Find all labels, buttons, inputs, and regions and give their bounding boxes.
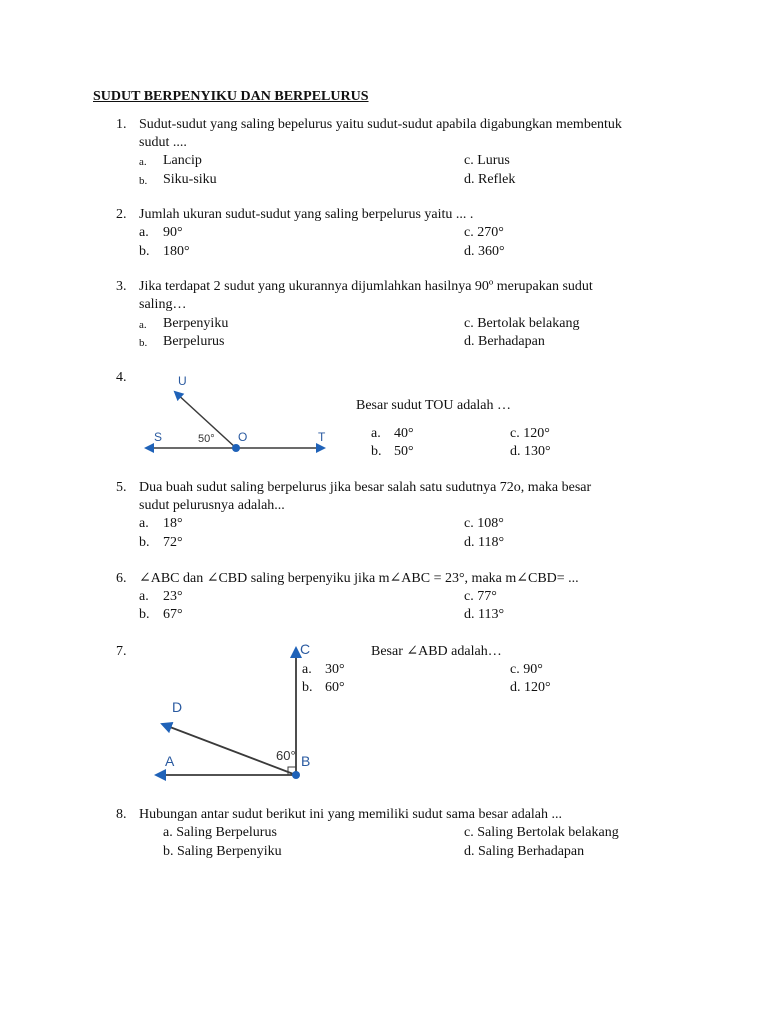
- option-a-letter: a.: [139, 225, 149, 240]
- option-c: c. 90°: [510, 662, 543, 677]
- option-b-letter: b.: [139, 175, 148, 187]
- option-c: c. Saling Bertolak belakang: [464, 825, 619, 840]
- option-a: Lancip: [163, 153, 202, 168]
- option-a: Berpenyiku: [163, 316, 229, 331]
- question-number: 3.: [116, 279, 127, 294]
- option-d: d. Berhadapan: [464, 334, 545, 349]
- question-number: 4.: [116, 370, 127, 385]
- vertex-b: [292, 771, 300, 779]
- option-b-letter: b.: [371, 444, 382, 459]
- question-text-cont: saling…: [139, 297, 187, 312]
- angle-label: 60°: [276, 748, 296, 763]
- option-b: 72°: [163, 535, 183, 550]
- option-a-letter: a.: [371, 426, 381, 441]
- option-c: c. Bertolak belakang: [464, 316, 580, 331]
- question-text: Jumlah ukuran sudut-sudut yang saling berpelurus yaitu ... .: [139, 207, 474, 222]
- label-b: B: [301, 753, 311, 769]
- option-d: d. 360°: [464, 244, 505, 259]
- question-text: Hubungan antar sudut berikut ini yang memiliki sudut sama besar adalah ...: [139, 807, 563, 822]
- option-b: Siku-siku: [163, 172, 217, 187]
- option-b: 67°: [163, 607, 183, 622]
- option-d: d. 118°: [464, 535, 505, 550]
- angle-figure-tou: [140, 372, 340, 462]
- question-number: 7.: [116, 644, 127, 659]
- option-c: c. 270°: [464, 225, 504, 240]
- question-text-cont: sudut ....: [139, 135, 187, 150]
- question-number: 8.: [116, 807, 127, 822]
- option-a: 18°: [163, 516, 183, 531]
- option-d: d. 113°: [464, 607, 505, 622]
- question-number: 2.: [116, 207, 127, 222]
- question-text: Besar ∠ABD adalah…: [371, 644, 502, 659]
- page-title: SUDUT BERPENYIKU DAN BERPELURUS: [93, 89, 369, 104]
- option-b: 60°: [325, 680, 345, 695]
- label-s: S: [154, 430, 163, 444]
- label-a: A: [165, 753, 175, 769]
- option-a-letter: a.: [139, 319, 147, 331]
- vertex-o: [232, 444, 240, 452]
- option-d: d. 130°: [510, 444, 551, 459]
- label-o: O: [238, 430, 248, 444]
- option-c: c. Lurus: [464, 153, 510, 168]
- question-text-cont: sudut pelurusnya adalah...: [139, 498, 285, 513]
- option-a-letter: a.: [139, 589, 149, 604]
- option-b-letter: b.: [139, 535, 150, 550]
- question-text: Jika terdapat 2 sudut yang ukurannya dijumlahkan hasilnya 90º merupakan sudut: [139, 279, 593, 294]
- label-t: T: [318, 430, 326, 444]
- option-b: 50°: [394, 444, 414, 459]
- option-c: c. 108°: [464, 516, 504, 531]
- option-a: 40°: [394, 426, 414, 441]
- question-number: 1.: [116, 117, 127, 132]
- question-text: Dua buah sudut saling berpelurus jika besar salah satu sudutnya 72o, maka besar: [139, 480, 592, 495]
- label-c: C: [300, 641, 311, 657]
- option-c: c. 77°: [464, 589, 497, 604]
- label-u: U: [178, 374, 187, 388]
- option-d: d. 120°: [510, 680, 551, 695]
- option-d: d. Reflek: [464, 172, 516, 187]
- option-a: 23°: [163, 589, 183, 604]
- option-a: a. Saling Berpelurus: [163, 825, 277, 840]
- label-d: D: [172, 699, 183, 715]
- question-number: 5.: [116, 480, 127, 495]
- option-b-letter: b.: [139, 337, 148, 349]
- question-number: 6.: [116, 571, 127, 586]
- option-a-letter: a.: [302, 662, 312, 677]
- option-b-letter: b.: [302, 680, 313, 695]
- question-text: Besar sudut TOU adalah …: [356, 398, 512, 413]
- angle-label: 50°: [198, 433, 215, 445]
- question-text: ∠ABC dan ∠CBD saling berpenyiku jika m∠ABC = 23°, maka m∠CBD= ...: [139, 571, 579, 586]
- option-d: d. Saling Berhadapan: [464, 844, 585, 859]
- option-b-letter: b.: [139, 607, 150, 622]
- option-c: c. 120°: [510, 426, 550, 441]
- option-a: 30°: [325, 662, 345, 677]
- option-a-letter: a.: [139, 516, 149, 531]
- option-b-letter: b.: [139, 244, 150, 259]
- option-a-letter: a.: [139, 156, 147, 168]
- option-b: Berpelurus: [163, 334, 225, 349]
- option-b: 180°: [163, 244, 190, 259]
- option-b: b. Saling Berpenyiku: [163, 844, 282, 859]
- option-a: 90°: [163, 225, 183, 240]
- question-text: Sudut-sudut yang saling bepelurus yaitu sudut-sudut apabila digabungkan membentuk: [139, 117, 622, 132]
